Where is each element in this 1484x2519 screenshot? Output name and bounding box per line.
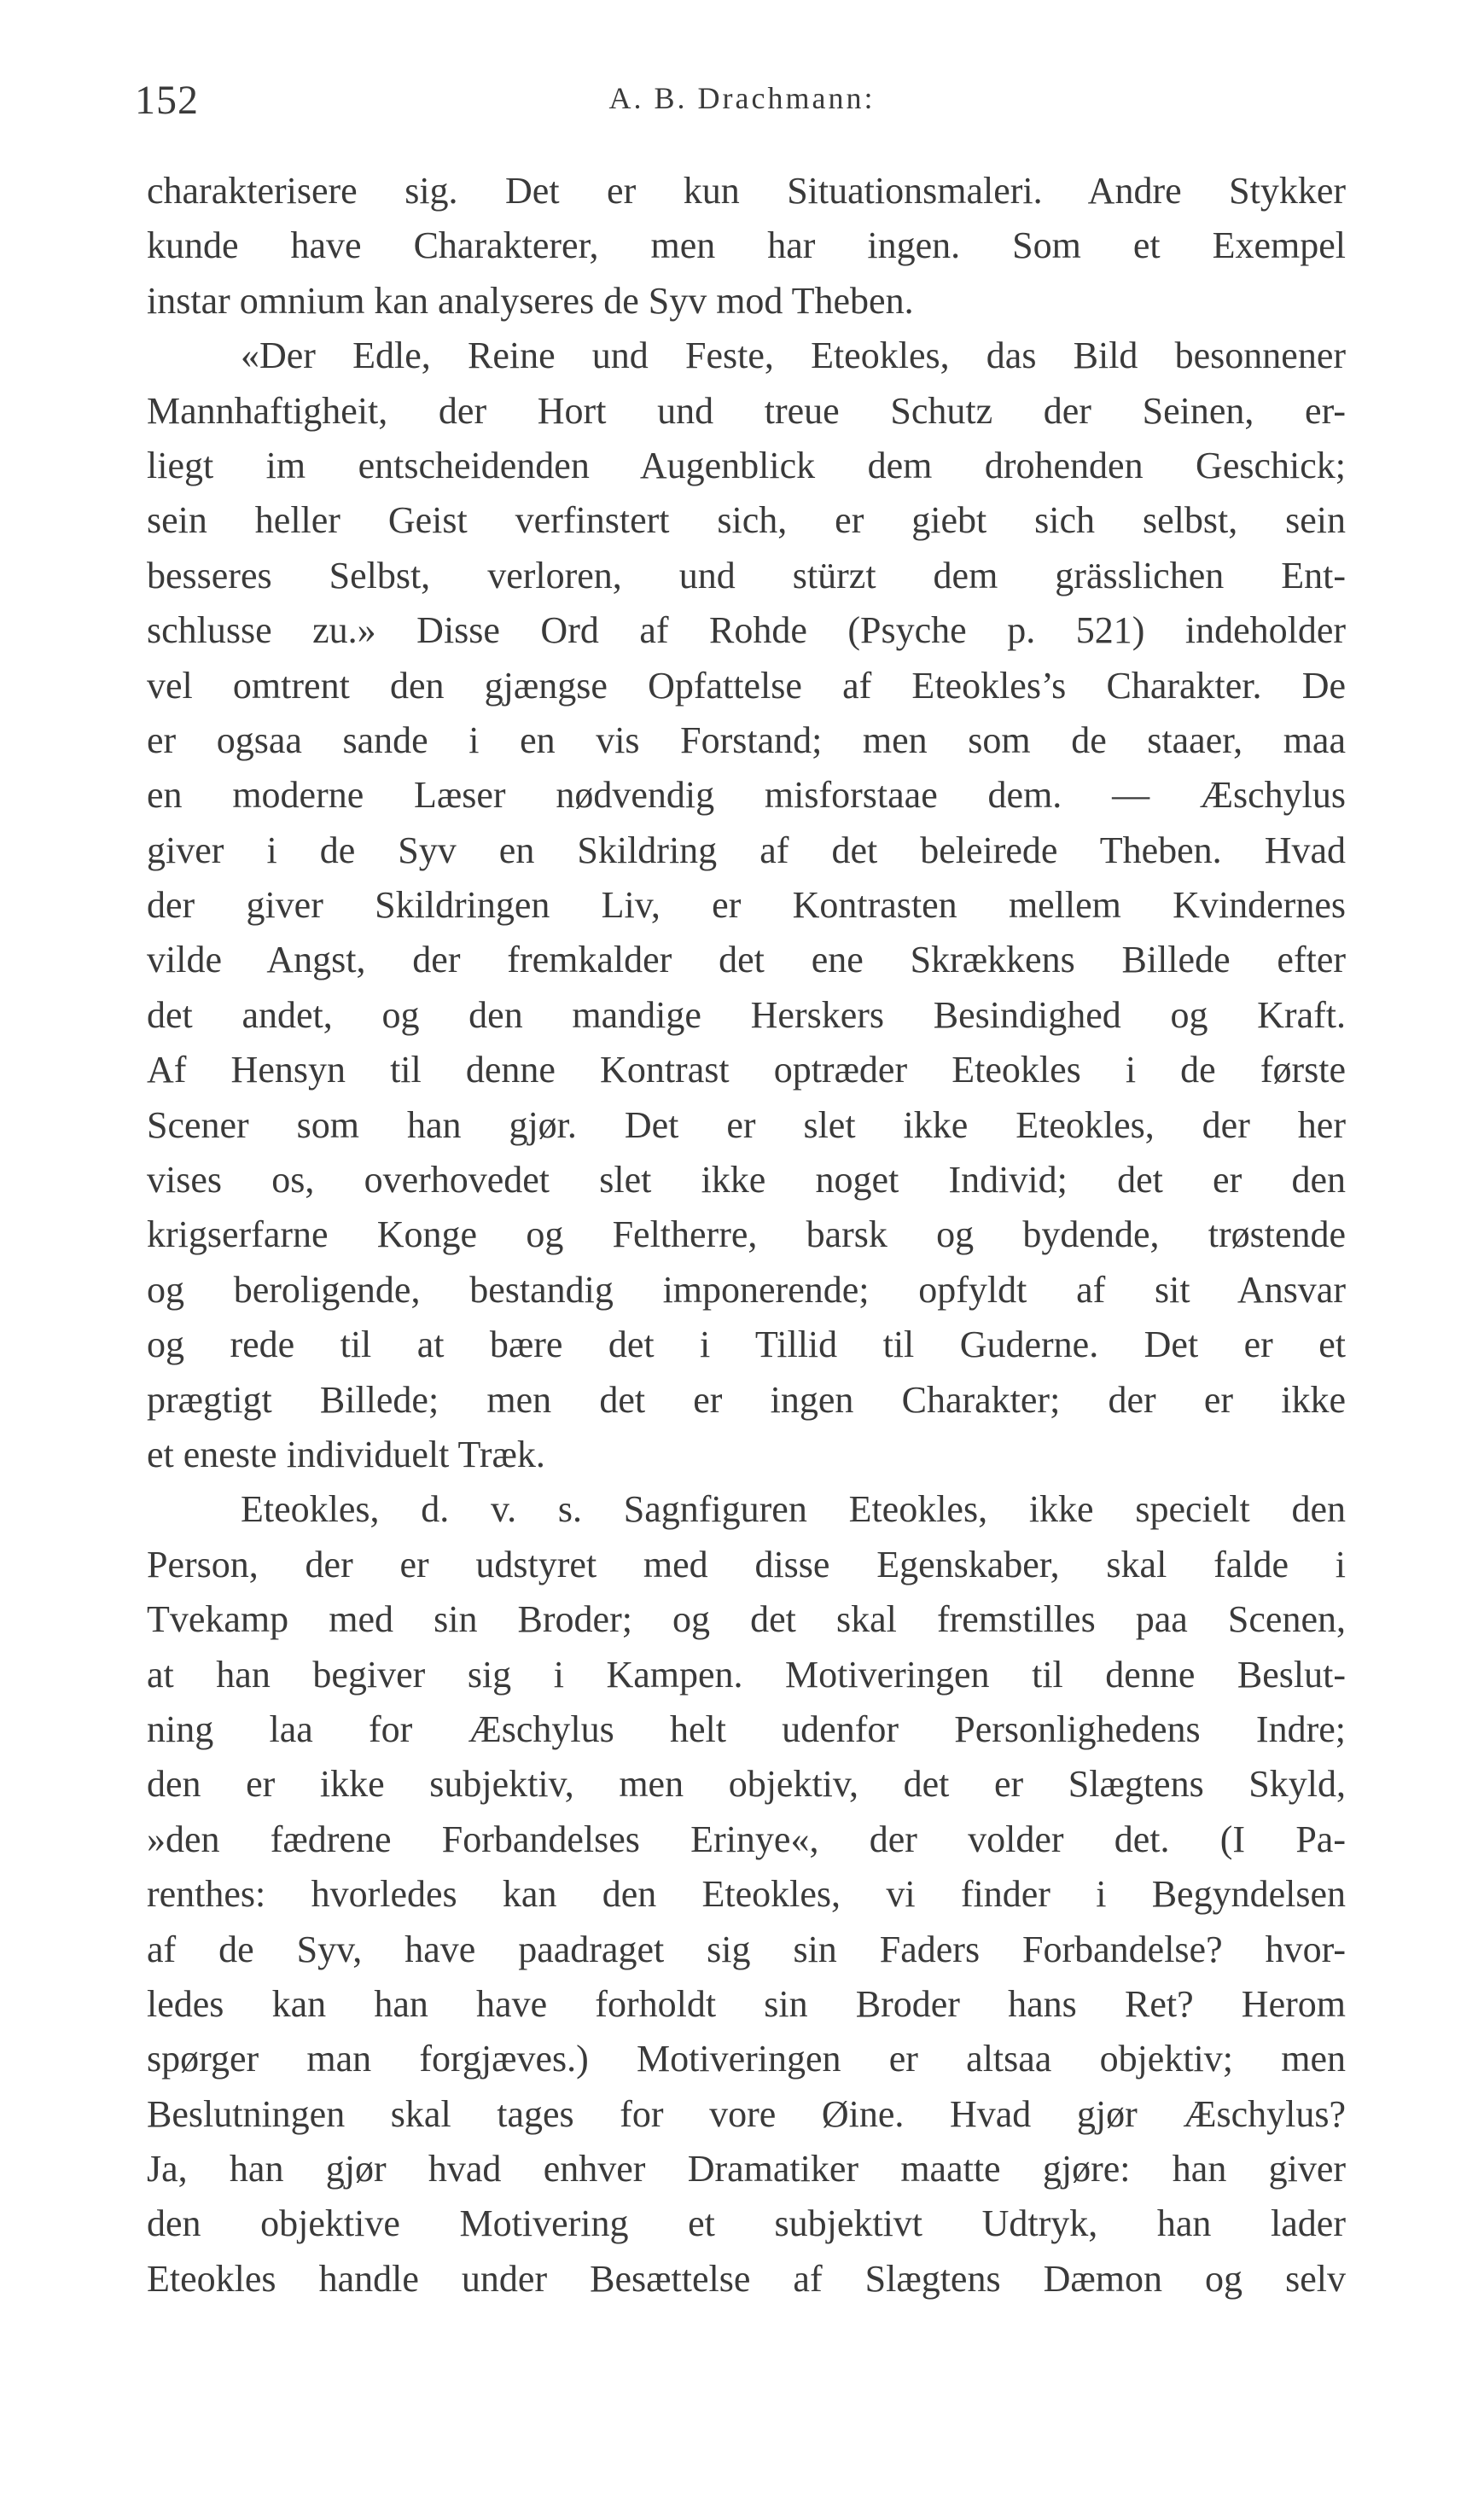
text-line: schlusse zu.» Disse Ord af Rohde (Psyche p. 521) indeholder [147,609,1346,652]
text-line: kunde have Charakterer, men har ingen. Som et Exempel [147,224,1346,267]
text-line: spørger man forgjæves.) Motiveringen er altsaa objektiv; men [147,2038,1346,2080]
text-line: Scener som han gjør. Det er slet ikke Eteokles, der her [147,1103,1346,1146]
running-title: A. B. Drachmann: [608,81,876,115]
text-line: vises os, overhovedet slet ikke noget Individ; det er den [147,1159,1346,1201]
text-line: Person, der er udstyret med disse Egenskaber, skal falde i [147,1543,1346,1585]
text-line: en moderne Læser nødvendig misforstaae dem. — Æschylus [147,774,1346,817]
text-line: charakterisere sig. Det er kun Situationsmaleri. Andre Stykker [147,170,1346,212]
text-line: »den fædrene Forbandelses Erinye«, der volder det. (I Pa- [147,1818,1346,1860]
text-line: prægtigt Billede; men det er ingen Charakter; der er ikke [147,1378,1346,1421]
page-number: 152 [135,78,199,123]
text-line: Beslutningen skal tages for vore Øine. Hvad gjør Æschylus? [147,2092,1346,2135]
text-line: og rede til at bære det i Tillid til Guderne. Det er et [147,1323,1346,1366]
text-line: ledes kan han have forholdt sin Broder hans Ret? Herom [147,1982,1346,2025]
text-line: er ogsaa sande i en vis Forstand; men som de staaer, maa [147,718,1346,761]
text-line: besseres Selbst, verloren, und stürzt dem grässlichen Ent- [147,554,1346,596]
text-line: vel omtrent den gjængse Opfattelse af Eteokles’s Charakter. De [147,664,1346,707]
text-line: det andet, og den mandige Herskers Besindighed og Kraft. [147,993,1346,1036]
text-line: et eneste individuelt Træk. [147,1433,545,1475]
text-line: den er ikke subjektiv, men objektiv, det er Slægtens Skyld, [147,1763,1346,1806]
text-line: ning laa for Æschylus helt udenfor Personlighedens Indre; [147,1707,1346,1750]
text-line: Tvekamp med sin Broder; og det skal fremstilles paa Scenen, [147,1598,1346,1641]
text-line: Eteokles handle under Besættelse af Slægtens Dæmon og selv [147,2257,1346,2300]
text-line: Eteokles, d. v. s. Sagnfiguren Eteokles, ikke specielt den [241,1488,1346,1531]
text-line: Ja, han gjør hvad enhver Dramatiker maatte gjøre: han giver [147,2148,1346,2190]
text-line: giver i de Syv en Skildring af det beleirede Theben. Hvad [147,829,1346,871]
body-text [147,164,1346,2307]
text-line: af de Syv, have paadraget sig sin Faders Forbandelse? hvor- [147,1928,1346,1970]
text-line: der giver Skildringen Liv, er Kontrasten mellem Kvindernes [147,884,1346,927]
text-line: renthes: hvorledes kan den Eteokles, vi finder i Begyndelsen [147,1873,1346,1916]
text-line: vilde Angst, der fremkalder det ene Skrækkens Billede efter [147,939,1346,981]
text-line: krigserfarne Konge og Feltherre, barsk og bydende, trøstende [147,1213,1346,1256]
text-line: Af Hensyn til denne Kontrast optræder Eteokles i de første [147,1049,1346,1091]
text-line: Mannhaftigheit, der Hort und treue Schutz der Seinen, er- [147,389,1346,432]
text-line: og beroligende, bestandig imponerende; opfyldt af sit Ansvar [147,1268,1346,1311]
text-line: instar omnium kan analyseres de Syv mod Theben. [147,279,914,322]
text-line: sein heller Geist verfinstert sich, er giebt sich selbst, sein [147,499,1346,542]
text-line: at han begiver sig i Kampen. Motiveringen til denne Beslut- [147,1653,1346,1696]
running-head [0,70,1484,121]
text-line: den objektive Motivering et subjektivt Udtryk, han lader [147,2202,1346,2245]
text-line: «Der Edle, Reine und Feste, Eteokles, das Bild besonnener [241,335,1346,377]
text-line: liegt im entscheidenden Augenblick dem drohenden Geschick; [147,444,1346,486]
